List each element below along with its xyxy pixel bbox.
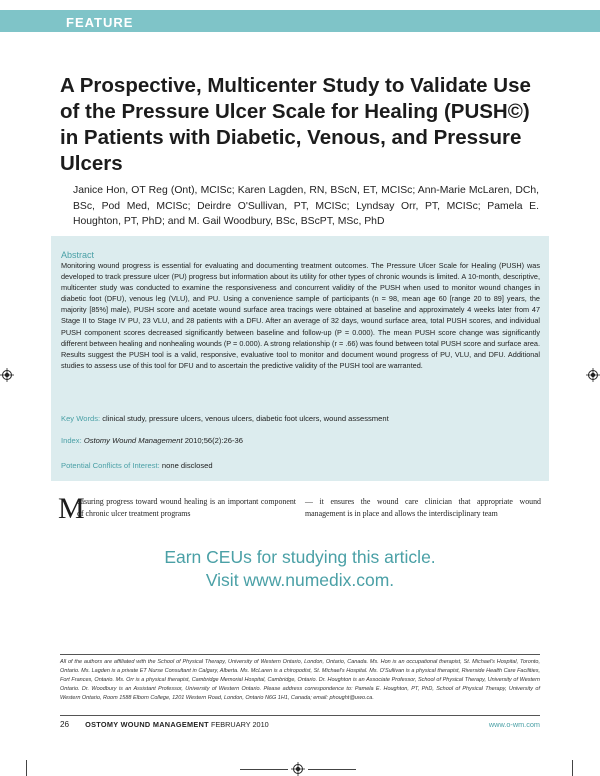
- ceu-promo-line1: Earn CEUs for studying this article.: [164, 547, 436, 567]
- affiliations-footnote: All of the authors are affiliated with the School of Physical Therapy, University of Western Ontario, London, Ontario, Canada. Ms. Hon is an occupational therapist, St. Michael's Hospital, Toronto, Ontario. Ms. Lagden is a private ET Nurse Consultant in Calgary, Alberta. Ms. McLaren is a chiropodist, St. Michael's Hospital. Ms. O'Sullivan is a physical therapist, Riverside Health Care Facilities, Fort Frances, Ontario. Ms. Orr is a physical therapist, Cambridge Memorial Hospital, Cambridge, Ontario. Dr. Houghton is an Associate Professor, School of Physical Therapy, University of Western Ontario. Dr. Woodbury is an Assistant Professor, University of Western Ontario. Please address correspondence to: Pamela E. Houghton, PT, PhD, School of Physical Therapy, University of Western Ontario, Room 1588 Elborn College, 1201 Western Road, London, Ontario N6G 1H1, Canada; email: phought@uwo.ca.: [60, 659, 540, 701]
- conflicts-value: none disclosed: [161, 461, 213, 470]
- page-footer: [60, 720, 269, 729]
- body-column-right: — it ensures the wound care clinician that appropriate wound management is in place and allows the interdisciplinary team: [305, 497, 541, 519]
- index-line: [61, 436, 243, 445]
- author-list: Janice Hon, OT Reg (Ont), MCISc; Karen Lagden, RN, BScN, ET, MCISc; Ann-Marie McLaren, DCh, BSc, Pod Med, MCISc; Deirdre O'Sullivan, PT, MCISc; Lyndsay Orr, PT, MCISc; Pamela E. Houghton, PT, PhD; and M. Gail Woodbury, BSc, BScPT, MSc, PhD: [73, 185, 539, 227]
- registration-mark-icon: [586, 368, 600, 382]
- footnote-divider: [60, 654, 540, 655]
- footer-journal: OSTOMY WOUND MANAGEMENT: [85, 720, 209, 729]
- section-label: FEATURE: [66, 15, 134, 30]
- footer-url: www.o-wm.com: [488, 720, 540, 729]
- conflicts-label: Potential Conflicts of Interest:: [61, 461, 160, 470]
- crop-mark: [26, 760, 27, 776]
- keywords-label: Key Words:: [61, 414, 101, 423]
- registration-mark-icon: [0, 368, 14, 382]
- registration-mark-icon: [291, 762, 305, 776]
- body-column-left: easuring progress toward wound healing is an important component of chronic ulcer treatment programs: [77, 497, 296, 519]
- abstract-body: Monitoring wound progress is essential for evaluating and documenting treatment outcomes. The Pressure Ulcer Scale for Healing (PUSH) was developed to track pressure ulcer (PU) progress but information about its utility for other types of chronic wounds is limited. A 10-month, descriptive, multicenter study was conducted to examine the responsiveness and concurrent validity of the PUSH when used to monitor wound changes in diabetic foot (DFU), venous leg (VLU), and PU. Using a convenience sample of participants (n = 98, mean age 60 [range 20 to 89] years, the majority [85%] male), PUSH score and acetate wound surface area tracings were obtained at baseline and approximately 4 weeks later from 47 Stage II to Stage IV PU, 23 VLU, and 28 patients with a DFU. After an average of 32 days, wound surface area, total PUSH scores, and individual PUSH component scores decreased significantly between baseline and follow-up (P = 0.000). The mean PUSH score change was significantly different between healing and nonhealing wounds (P = 0.000). A strong relationship (r = .66) was found between total PUSH score and surface area. Results suggest the PUSH tool is a valid, responsive, evaluative tool to monitor and document wound progress of PU, VLU, and DFU. Additional studies to assess use of this tool for DFU and to ascertain the predictive validity of the PUSH tool are warranted.: [61, 261, 540, 370]
- index-label: Index:: [61, 436, 82, 445]
- footer-divider: [60, 715, 540, 716]
- crop-mark: [572, 760, 573, 776]
- ceu-promo-line2: Visit www.numedix.com.: [205, 570, 395, 590]
- page-number: 26: [60, 720, 70, 729]
- crop-mark: [308, 769, 356, 770]
- drop-cap: M: [58, 492, 85, 525]
- keywords-value: clinical study, pressure ulcers, venous ulcers, diabetic foot ulcers, wound assessment: [102, 414, 389, 423]
- conflicts-line: [61, 461, 213, 470]
- keywords-line: [61, 414, 389, 423]
- index-citation: 2010;56(2):26-36: [184, 436, 243, 445]
- index-journal: Ostomy Wound Management: [83, 436, 183, 445]
- article-title: A Prospective, Multicenter Study to Validate Use of the Pressure Ulcer Scale for Healing (PUSH©) in Patients with Diabetic, Venous, and Pressure Ulcers: [60, 74, 531, 175]
- footer-issue: FEBRUARY 2010: [210, 720, 269, 729]
- crop-mark: [240, 769, 288, 770]
- abstract-heading: Abstract: [61, 250, 95, 260]
